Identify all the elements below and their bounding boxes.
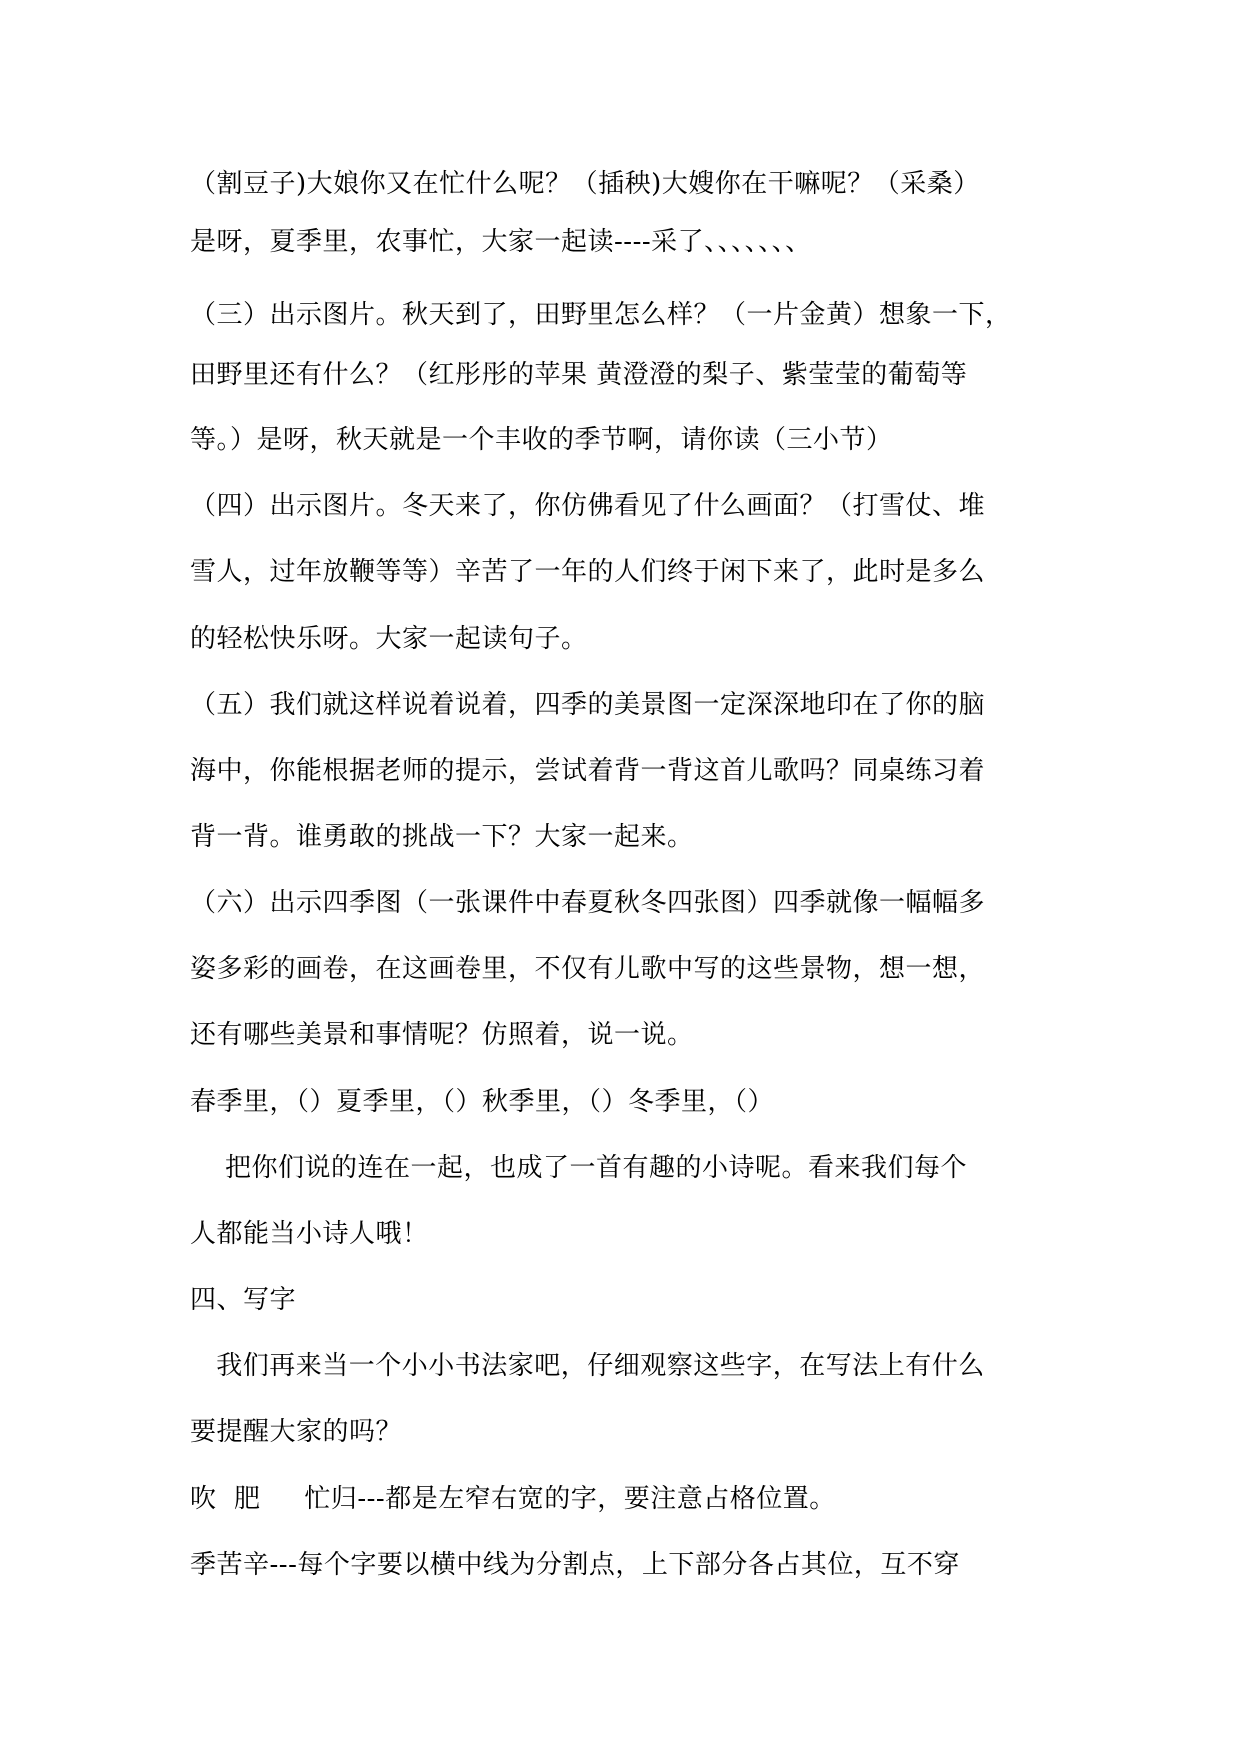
text-line: 人都能当小诗人哦！ bbox=[190, 1219, 429, 1249]
text-line: 海中，你能根据老师的提示，尝试着背一背这首儿歌吗？同桌练习着 bbox=[190, 756, 986, 786]
text-line: 田野里还有什么？（红彤彤的苹果 黄澄澄的梨子、紫莹莹的葡萄等 bbox=[190, 360, 968, 390]
text-line: （五）我们就这样说着说着，四季的美景图一定深深地印在了你的脑 bbox=[190, 690, 986, 720]
text-line: 还有哪些美景和事情呢？仿照着，说一说。 bbox=[190, 1020, 694, 1050]
text-line: 季苦辛---每个字要以横中线为分割点，上下部分各占其位，互不穿 bbox=[190, 1550, 960, 1580]
text-line: 姿多彩的画卷，在这画卷里，不仅有儿歌中写的这些景物，想一想， bbox=[190, 954, 986, 984]
section-heading: 四、写字 bbox=[190, 1285, 297, 1315]
text-line: 我们再来当一个小小书法家吧，仔细观察这些字，在写法上有什么 bbox=[190, 1351, 985, 1381]
text-line: 要提醒大家的吗？ bbox=[190, 1417, 403, 1447]
text-line: 是呀，夏季里，农事忙，大家一起读----采了、、、、、、、 bbox=[190, 227, 812, 257]
text-line: （三）出示图片。秋天到了，田野里怎么样？（一片金黄）想象一下， bbox=[190, 300, 1012, 330]
text-line: （割豆子)大娘你又在忙什么呢？（插秧)大嫂你在干嘛呢？（采桑） bbox=[190, 169, 980, 199]
text-line: 把你们说的连在一起，也成了一首有趣的小诗呢。看来我们每个 bbox=[190, 1153, 968, 1183]
text-line: 背一背。谁勇敢的挑战一下？大家一起来。 bbox=[190, 822, 694, 852]
text-line: 雪人，过年放鞭等等）辛苦了一年的人们终于闲下来了，此时是多么 bbox=[190, 557, 986, 587]
text-line: 吹 肥 忙归---都是左窄右宽的字，要注意占格位置。 bbox=[190, 1484, 836, 1514]
text-line: 春季里，（）夏季里，（）秋季里，（）冬季里，（） bbox=[190, 1087, 775, 1117]
text-line: （六）出示四季图（一张课件中春夏秋冬四张图）四季就像一幅幅多 bbox=[190, 888, 986, 918]
text-line: 的轻松快乐呀。大家一起读句子。 bbox=[190, 624, 588, 654]
text-line: 等。）是呀，秋天就是一个丰收的季节啊，请你读（三小节） bbox=[190, 425, 893, 455]
text-line: （四）出示图片。冬天来了，你仿佛看见了什么画面？（打雪仗、堆 bbox=[190, 491, 986, 521]
